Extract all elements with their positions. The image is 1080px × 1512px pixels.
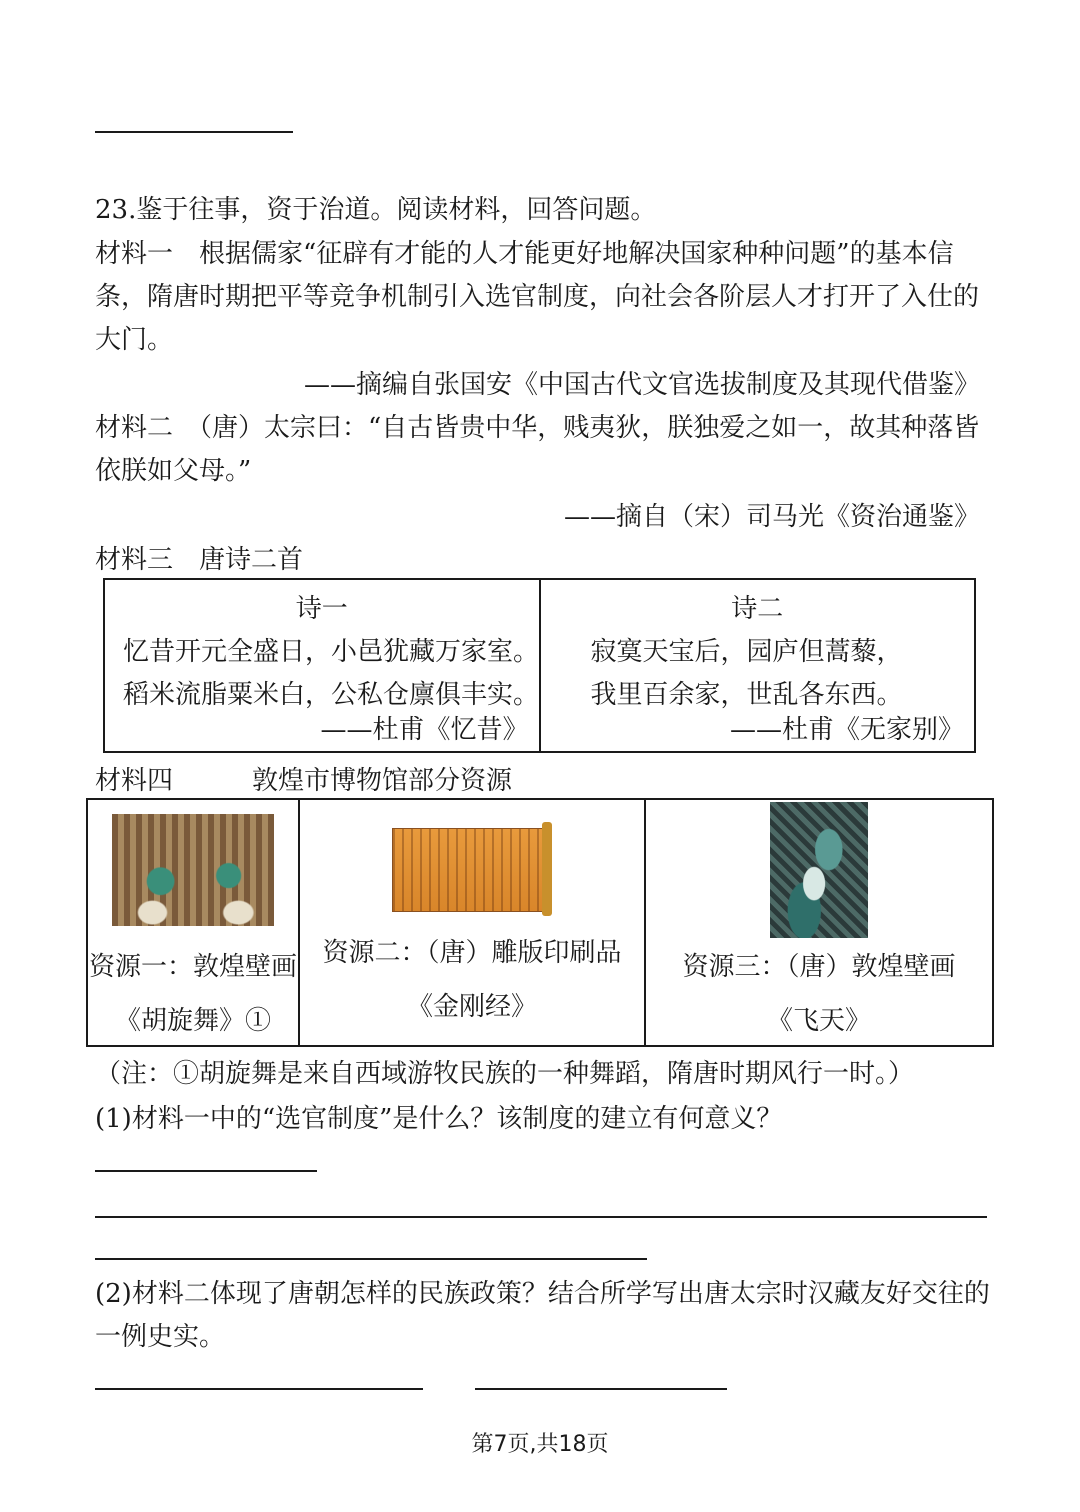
answer-line bbox=[95, 1258, 647, 1260]
poem-line: 忆昔开元全盛日，小邑犹藏万家室。 bbox=[123, 637, 540, 667]
material-3-label: 材料三 唐诗二首 bbox=[95, 545, 304, 575]
feitian-mural-image bbox=[770, 802, 868, 938]
scroll-rod-icon bbox=[542, 822, 552, 916]
question-title: 23.鉴于往事，资于治道。阅读材料，回答问题。 bbox=[95, 195, 657, 225]
answer-line bbox=[95, 131, 293, 133]
sub-question-1: (1)材料一中的“选官制度”是什么？该制度的建立有何意义？ bbox=[95, 1104, 783, 1134]
resource-caption: 资源二：（唐）雕版印刷品 bbox=[322, 938, 622, 968]
huxuan-dance-mural-image bbox=[112, 814, 274, 926]
answer-line bbox=[95, 1388, 423, 1390]
poem-line: 稻米流脂粟米白，公私仓廪俱丰实。 bbox=[123, 680, 540, 710]
poem-table bbox=[103, 578, 976, 753]
resource-caption: 资源三：（唐）敦煌壁画 bbox=[682, 952, 956, 982]
note: （注：①胡旋舞是来自西域游牧民族的一种舞蹈，隋唐时期风行一时。） bbox=[95, 1059, 915, 1089]
material-2-text: 材料二 （唐）太宗曰：“自古皆贵中华，贱夷狄，朕独爱之如一，故其种落皆依朕如父母。” bbox=[95, 413, 980, 486]
diamond-sutra-scroll-image bbox=[392, 828, 544, 912]
material-2-source: ——摘自（宋）司马光《资治通鉴》 bbox=[563, 502, 980, 532]
resource-caption: 《飞天》 bbox=[766, 1006, 871, 1036]
material-4-subtitle: 敦煌市博物馆部分资源 bbox=[252, 766, 513, 796]
poem-title: 诗一 bbox=[295, 594, 348, 624]
answer-line bbox=[95, 1170, 317, 1172]
poem-title: 诗二 bbox=[731, 594, 784, 624]
material-1-source: ——摘编自张国安《中国古代文官选拔制度及其现代借鉴》 bbox=[303, 370, 980, 400]
poem-source: ——杜甫《忆昔》 bbox=[320, 715, 529, 745]
resource-caption: 《胡旋舞》① bbox=[114, 1006, 271, 1036]
resource-cell bbox=[298, 800, 644, 1045]
poem-cell bbox=[105, 580, 539, 751]
resource-caption: 《金刚经》 bbox=[406, 992, 537, 1022]
resource-table bbox=[86, 798, 994, 1047]
poem-cell bbox=[539, 580, 975, 751]
resource-cell bbox=[644, 800, 992, 1045]
poem-line: 寂寞天宝后，园庐但蒿藜， bbox=[590, 637, 903, 667]
poem-source: ——杜甫《无家别》 bbox=[729, 715, 964, 745]
answer-line bbox=[475, 1388, 727, 1390]
sub-question-2: (2)材料二体现了唐朝怎样的民族政策？结合所学写出唐太宗时汉藏友好交往的一例史实。 bbox=[95, 1279, 990, 1352]
answer-line bbox=[95, 1216, 987, 1218]
resource-caption: 资源一：敦煌壁画 bbox=[88, 952, 297, 982]
resource-cell bbox=[88, 800, 298, 1045]
material-1-text: 材料一 根据儒家“征辟有才能的人才能更好地解决国家种种问题”的基本信条，隋唐时期把平等竞争机制引入选官制度，向社会各阶层人才打开了入仕的大门。 bbox=[95, 239, 980, 355]
material-4-label: 材料四 bbox=[95, 766, 174, 796]
poem-line: 我里百余家，世乱各东西。 bbox=[590, 680, 903, 710]
page-number: 第7页,共18页 bbox=[471, 1432, 609, 1457]
